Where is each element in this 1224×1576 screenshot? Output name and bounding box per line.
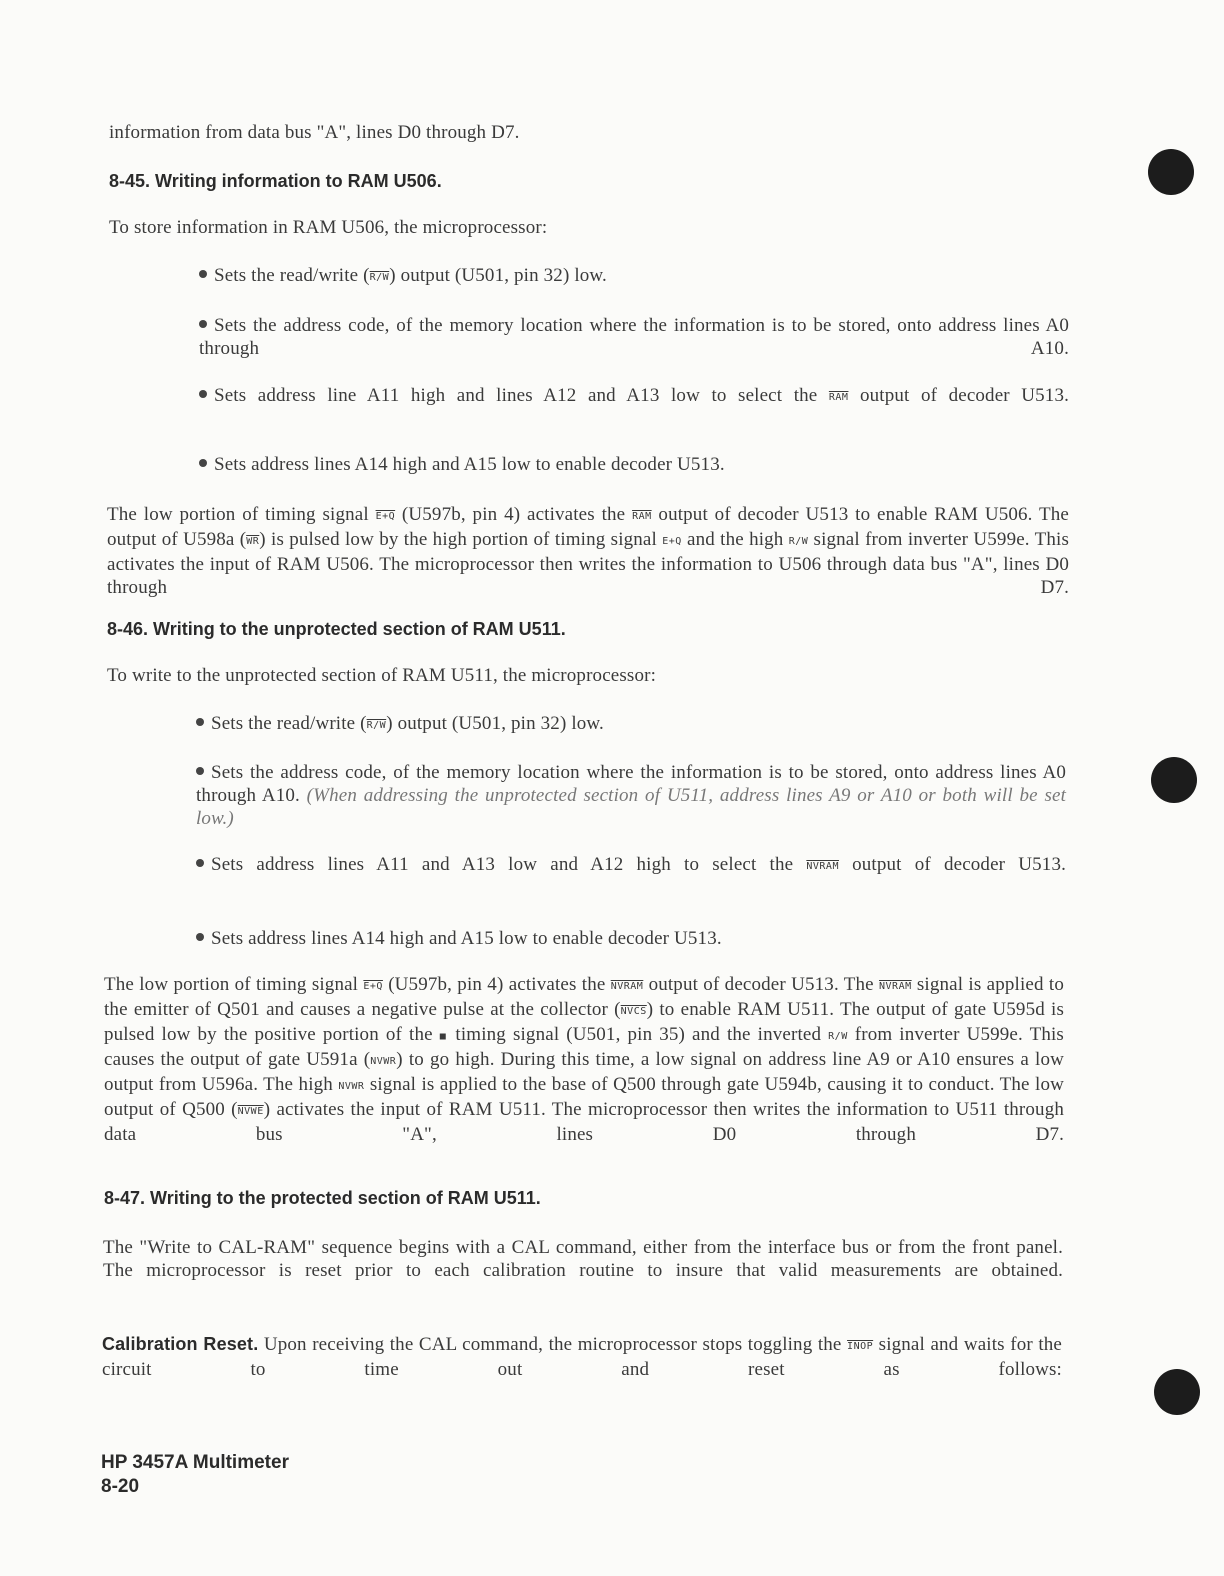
signal-label: R/W [369,272,390,283]
bullet-dot [196,718,204,726]
section-intro: To store information in RAM U506, the microprocessor: [109,217,548,238]
signal-label: ■ [439,1031,449,1042]
signal-label: $\overline{RAM}$ [828,392,849,403]
bullet-item: Sets address lines A11 and A13 low and A12 high to select the NVRAM output of decoder U513. [196,853,1066,878]
paragraph-continuation: information from data bus "A", lines D0 through D7. [109,122,520,143]
binder-hole [1148,149,1194,195]
section-paragraph: The low portion of timing signal E+Q (U597b, pin 4) activates the $\overline{RAM}$ output of decoder U513 to enable RAM U506. The output of U598a $(\overline{WR})$ is pulsed low by the high portion of timing signal E+Q and the high R/W signal from inverter U599e. This activates the input of RAM U506. The microprocessor then writes the information to U506 through data bus "A", lines D0 through D7. [107,504,1069,598]
signal-label: NVRAM [610,981,644,992]
signal-label: NVRAM [879,981,912,992]
bullet-item: Sets the address code, of the memory location where the information is to be stored, onto address lines A0 through A10. [199,315,1069,359]
section-heading-8-45: 8-45. Writing information to RAM U506. [109,171,442,191]
section-intro: To write to the unprotected section of RAM U511, the microprocessor: [107,665,657,686]
signal-label: NVCS [620,1006,647,1017]
bullet-dot [199,320,207,328]
signal-label: NVWR [370,1056,397,1067]
bullet-dot [199,390,207,398]
bullet-item: Sets the address code, of the memory location where the information is to be stored, onto address lines A0 through A10. (When addressing the unprotected section of U511, address lines A9 or A10 or both will be set low.) [196,762,1066,829]
signal-label: NVWE [237,1106,264,1117]
signal-label: INOP [847,1341,874,1352]
bullet-dot [196,767,204,775]
signal-label: NVRAM [806,861,839,872]
bullet-dot [196,859,204,867]
italic-note: (When addressing the unprotected section of U511, address lines A9 or A10 or both will be set low.) [196,785,1066,829]
signal-label: E+Q [375,511,396,522]
signal-label: $\overline{RAM}$ [632,511,652,522]
signal-label: NVWR [338,1081,365,1092]
binder-hole [1151,757,1197,803]
section-heading-8-47: 8-47. Writing to the protected section of RAM U511. [104,1188,541,1208]
signal-label: R/W [366,720,387,731]
binder-hole [1154,1369,1200,1415]
bullet-item: Sets address lines A14 high and A15 low to enable decoder U513. [199,453,1069,476]
signal-label: E+Q [363,981,383,992]
bullet-item: Sets address line A11 high and lines A12 and A13 low to select the $\overline{RAM}$ output of decoder U513. [199,384,1069,409]
calibration-reset-paragraph: Calibration Reset. Upon receiving the CAL command, the microprocessor stops toggling the INOP signal and waits for the circuit to time out and reset as follows: [102,1334,1062,1380]
section-paragraph: The "Write to CAL-RAM" sequence begins with a CAL command, either from the interface bus or from the front panel. The microprocessor is reset prior to each calibration routine to insure that valid measurements are obtained. [103,1237,1063,1281]
bullet-dot [199,270,207,278]
bullet-item: Sets the read/write (R/W) output (U501, pin 32) low. [196,712,1066,737]
section-heading-8-46: 8-46. Writing to the unprotected section of RAM U511. [107,619,566,639]
signal-label: R/W [788,536,809,547]
signal-label: E+Q [662,536,682,547]
section-paragraph: The low portion of timing signal E+Q (U597b, pin 4) activates the NVRAM output of decoder U513. The NVRAM signal is applied to the emitter of Q501 and causes a negative pulse at the collector (NVCS) to enable RAM U511. The output of gate U595d is pulsed low by the positive portion of the ■ timing signal (U501, pin 35) and the inverted R/W from inverter U599e. This causes the output of gate U591a (NVWR) to go high. During this time, a low signal on address line A9 or A10 ensures a low output from U596a. The high NVWR signal is applied to the base of Q500 through gate U594b, causing it to conduct. The low output of Q500 (NVWE) activates the input of RAM U511. The microprocessor then writes the information to U511 through data bus "A", lines D0 through D7. [104,974,1064,1145]
footer-title: HP 3457A Multimeter [101,1452,289,1473]
signal-label: R/W [828,1031,848,1042]
signal-label: $\overline{WR}$ [246,536,260,547]
bullet-dot [196,933,204,941]
run-in-heading: Calibration Reset. [102,1334,259,1354]
bullet-item: Sets address lines A14 high and A15 low to enable decoder U513. [196,927,1066,950]
bullet-dot [199,459,207,467]
footer-page-number: 8-20 [101,1476,140,1497]
bullet-item: Sets the read/write (R/W) output (U501, pin 32) low. [199,264,1069,289]
